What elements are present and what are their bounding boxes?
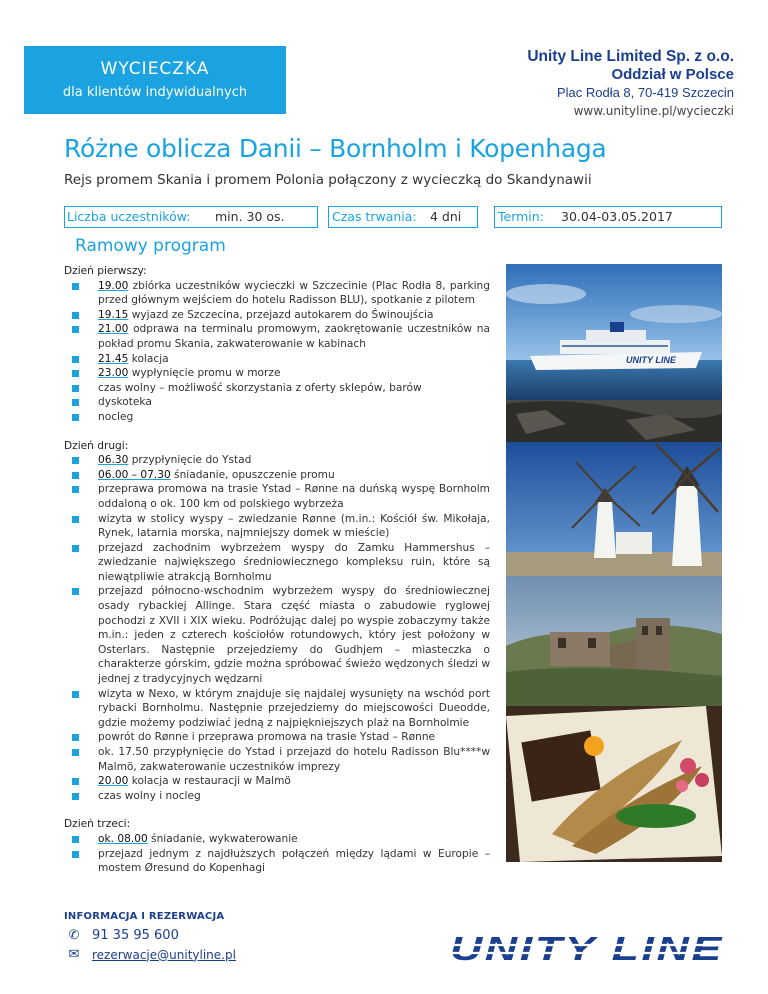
list-item: [64, 308, 490, 323]
time-highlight: 23.00: [98, 367, 129, 380]
bullet-icon: [72, 326, 79, 333]
item-text: czas wolny i nocleg: [98, 789, 201, 802]
mail-row: [66, 947, 236, 962]
list-item: [64, 512, 490, 541]
item-text: przypłynięcie do Ystad: [128, 454, 252, 467]
list-item: [64, 730, 490, 745]
list-item: [64, 847, 490, 876]
time-highlight: 21.00: [98, 323, 129, 336]
program-heading: Ramowy program: [75, 236, 226, 256]
list-item: [64, 395, 490, 410]
company-block: [527, 48, 734, 120]
phone-row: [66, 928, 179, 943]
bullet-icon: [72, 283, 79, 290]
bullet-icon: [72, 399, 79, 406]
item-text: przejazd jednym z najdłuższych połączeń między lądami w Europie – mostem Øresund do Kopenhagi: [98, 847, 490, 875]
bullet-icon: [72, 749, 79, 756]
item-text: przejazd północno-wschodnim wybrzeżem wyspy do średniowiecznej osady rybackiej Allinge. Stara część miasta o zabudowie ryglowej pochodzi z XVII i XIX wieku. Podróżując dalej po wyspie zobaczymy także m.in.: jeden z czterech kościołów rotundowych, który jest położony w Osterlars. Następnie przejedziemy do Gudhjem – miasteczka o charakterze górskim, gdzie można spróbować świeżo wędzonych śledzi w jednej z tradycyjnych wędzarni: [98, 585, 490, 686]
bullet-icon: [72, 793, 79, 800]
bullet-icon: [72, 457, 79, 464]
list-item: [64, 789, 490, 804]
bullet-icon: [72, 836, 79, 843]
item-text: wizyta w Nexo, w którym znajduje się najdalej wysunięty na wschód port rybacki Bornholmu. Następnie przejedziemy do miejscowości Dueodde, gdzie możemy podziwiać jedną z najpiękniejszych plaż na Bornholmie: [98, 687, 490, 729]
company-name: Unity Line Limited Sp. z o.o.: [527, 48, 734, 65]
item-text: wyjazd ze Szczecina, przejazd autokarem do Świnoujścia: [128, 308, 434, 321]
item-text: powrót do Rønne i przeprawa promowa na trasie Ystad – Rønne: [98, 731, 436, 744]
item-text: przejazd zachodnim wybrzeżem wyspy do Zamku Hammershus – zwiedzanie największego średniowiecznego kompleksu ruin, które są niewątpliwie atrakcją Bornholmu: [98, 541, 490, 583]
logo-text: UNITY LINE: [450, 932, 724, 966]
list-item: [64, 482, 490, 511]
item-text: wizyta w stolicy wyspy – zwiedzanie Rønne (m.in.: Kościół św. Mikołaja, Rynek, latarnia morska, najmniejszy domek w mieście): [98, 512, 490, 540]
phone-icon: ✆: [68, 928, 80, 943]
page-subtitle: Rejs promem Skania i promem Polonia połączony z wycieczką do Skandynawii: [64, 172, 592, 188]
banner-title: WYCIECZKA: [100, 59, 210, 79]
bullet-icon: [72, 516, 79, 523]
list-item: [64, 322, 490, 351]
list-item: [64, 774, 490, 789]
item-text: kolacja: [128, 352, 169, 365]
company-address: Plac Rodła 8, 70-419 Szczecin: [556, 85, 734, 100]
bullet-icon: [72, 588, 79, 595]
list-item: [64, 584, 490, 686]
bullet-icon: [72, 414, 79, 421]
item-text: ok. 17.50 przypłynięcie do Ystad i przejazd do hotelu Radisson Blu****w Malmö, zakwaterowanie uczestników imprezy: [98, 746, 490, 773]
day-title: Dzień pierwszy:: [64, 265, 147, 277]
list-item: [64, 745, 490, 774]
day-block: [64, 439, 490, 804]
phone-number[interactable]: 91 35 95 600: [92, 928, 179, 943]
time-highlight: 21.45: [98, 352, 129, 365]
mail-icon: ✉: [68, 947, 80, 962]
bullet-icon: [72, 486, 79, 493]
ship-name-label: UNITY LINE: [626, 355, 676, 365]
day-block: [64, 264, 490, 425]
castle-ruins-photo: [506, 576, 722, 706]
time-highlight: ok. 08.00: [98, 832, 148, 845]
contact-heading: INFORMACJA I REZERWACJA: [64, 911, 225, 922]
item-text: odprawa na terminalu promowym, zaokrętowanie uczestników na pokład promu Skania, zakwaterowanie w kabinach: [98, 323, 490, 350]
participants-label: Liczba uczestników:: [67, 209, 191, 224]
duration-box: [328, 206, 478, 228]
item-text: dyskoteka: [98, 396, 152, 409]
unity-line-logo: [446, 932, 728, 970]
item-text: wypłynięcie promu w morze: [128, 367, 281, 380]
item-text: przeprawa promowa na trasie Ystad – Rønne na duńską wyspę Bornholm oddaloną o ok. 100 km od polskiego wybrzeża: [98, 483, 490, 510]
list-item: [64, 468, 490, 483]
day-block: [64, 817, 490, 875]
bullet-icon: [72, 385, 79, 392]
bullet-icon: [72, 778, 79, 785]
ferry-photo: [506, 264, 722, 442]
list-item: [64, 352, 490, 367]
date-value: 30.04-03.05.2017: [561, 209, 673, 224]
bullet-icon: [72, 472, 79, 479]
photo-column: [506, 264, 722, 862]
list-item: [64, 453, 490, 468]
list-item: [64, 832, 490, 847]
item-text: nocleg: [98, 410, 134, 423]
duration-label: Czas trwania:: [332, 209, 417, 224]
time-highlight: 06.30: [98, 454, 129, 467]
bullet-icon: [72, 312, 79, 319]
time-highlight: 20.00: [98, 775, 129, 788]
smoked-herring-photo: [506, 706, 722, 862]
time-highlight: 06.00 – 07.30: [98, 468, 171, 481]
item-text: śniadanie, wykwaterowanie: [147, 832, 298, 845]
date-box: [494, 206, 722, 228]
banner-subtitle: dla klientów indywidualnych: [62, 85, 248, 100]
item-text: kolacja w restauracji w Malmö: [128, 775, 291, 788]
day-title: Dzień trzeci:: [64, 818, 131, 831]
program-list: [64, 264, 490, 890]
list-item: [64, 541, 490, 585]
list-item: [64, 687, 490, 731]
time-highlight: 19.00: [98, 279, 129, 292]
item-text: czas wolny – możliwość skorzystania z oferty sklepów, barów: [98, 381, 422, 394]
bullet-icon: [72, 691, 79, 698]
bullet-icon: [72, 734, 79, 741]
time-highlight: 19.15: [98, 308, 129, 321]
list-item: [64, 410, 490, 425]
bullet-icon: [72, 851, 79, 858]
participants-value: min. 30 os.: [215, 209, 285, 224]
offer-banner: [24, 46, 286, 114]
item-text: zbiórka uczestników wycieczki w Szczecinie (Plac Rodła 8, parking przed głównym wejściem do hotelu Radisson BLU), spotkanie z pilotem: [98, 279, 490, 307]
windmill-photo: [506, 442, 722, 576]
date-label: Termin:: [498, 209, 544, 224]
participants-box: [64, 206, 318, 228]
duration-value: 4 dni: [430, 209, 462, 224]
email-link[interactable]: rezerwacje@unityline.pl: [92, 947, 236, 962]
bullet-icon: [72, 356, 79, 363]
bullet-icon: [72, 370, 79, 377]
list-item: [64, 381, 490, 396]
page-title: Różne oblicza Danii – Bornholm i Kopenhaga: [64, 134, 607, 163]
bullet-icon: [72, 545, 79, 552]
item-text: śniadanie, opuszczenie promu: [170, 468, 335, 481]
list-item: [64, 279, 490, 308]
day-title: Dzień drugi:: [64, 439, 129, 452]
company-branch: Oddział w Polsce: [611, 66, 734, 83]
list-item: [64, 366, 490, 381]
company-url[interactable]: www.unityline.pl/wycieczki: [573, 104, 734, 118]
